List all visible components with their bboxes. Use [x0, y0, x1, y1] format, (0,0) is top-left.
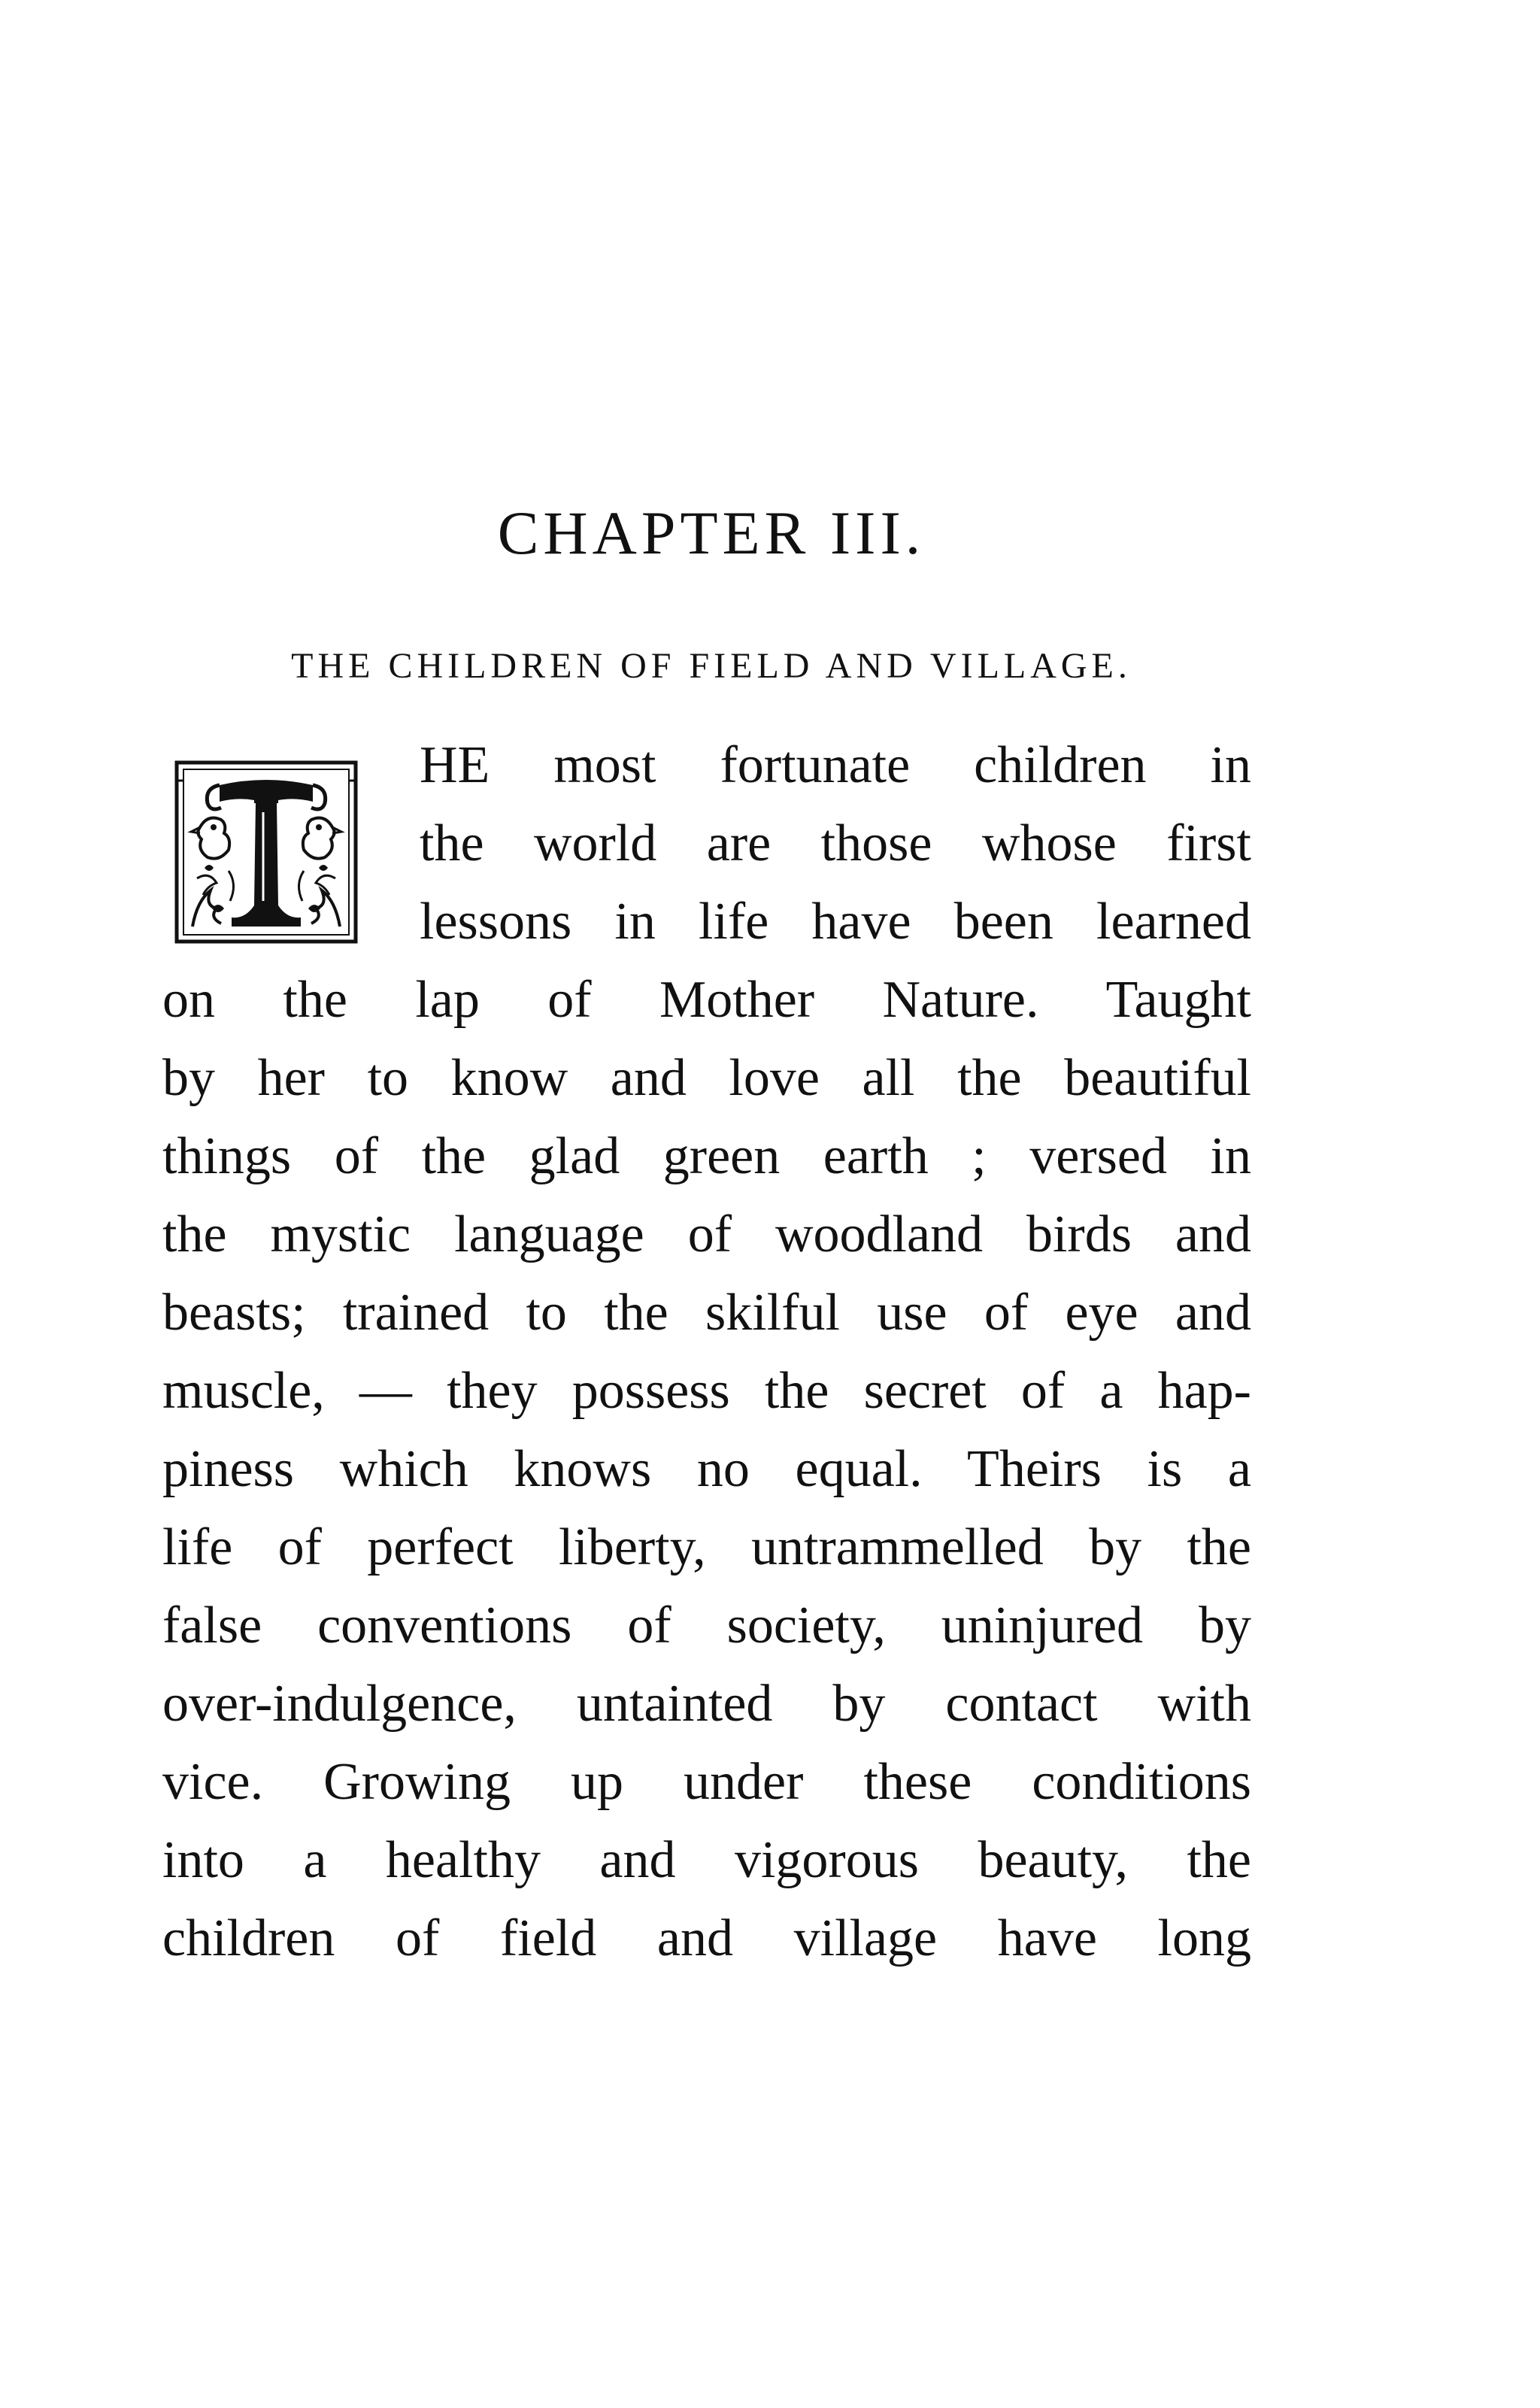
- text-line: the mystic language of woodland birds and: [162, 1206, 1251, 1263]
- text-line: beasts; trained to the skilful use of eye and: [162, 1284, 1251, 1342]
- text-line: false conventions of society, uninjured by: [162, 1597, 1251, 1654]
- text-line: HE most fortunate children in: [420, 736, 1251, 794]
- text-line: over-indulgence, untainted by contact with: [162, 1675, 1251, 1733]
- text-line: lessons in life have been learned: [420, 893, 1251, 951]
- drop-cap-ornament-icon: [174, 758, 358, 946]
- text-line: muscle, — they possess the secret of a hap-: [162, 1362, 1251, 1420]
- text-line: piness which knows no equal. Theirs is a: [162, 1440, 1251, 1498]
- chapter-heading: CHAPTER III.: [497, 499, 926, 567]
- text-line: by her to know and love all the beautiful: [162, 1049, 1251, 1107]
- text-line: children of field and village have long: [162, 1909, 1251, 1967]
- text-line: life of perfect liberty, untrammelled by the: [162, 1518, 1251, 1576]
- text-line: things of the glad green earth ; versed in: [162, 1127, 1251, 1185]
- text-line: into a healthy and vigorous beauty, the: [162, 1831, 1251, 1889]
- chapter-subtitle: THE CHILDREN OF FIELD AND VILLAGE.: [291, 646, 1132, 686]
- text-line: on the lap of Mother Nature. Taught: [162, 971, 1251, 1029]
- text-line: the world are those whose first: [420, 814, 1251, 872]
- text-line: vice. Growing up under these conditions: [162, 1753, 1251, 1811]
